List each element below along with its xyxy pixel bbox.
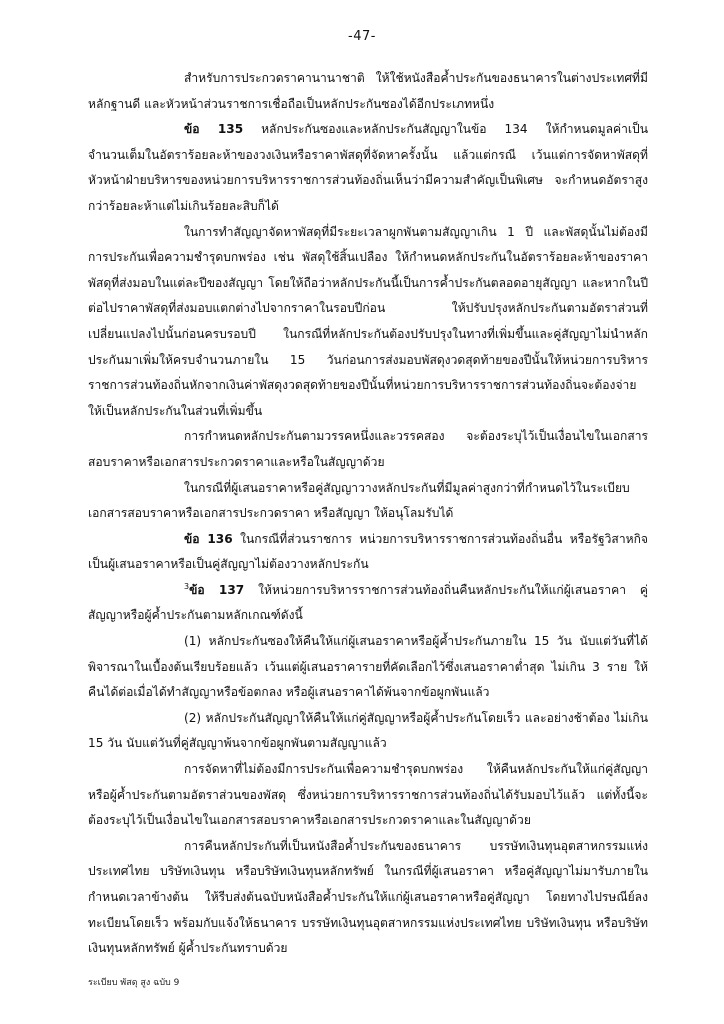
page-footer: ระเบียบ พัสดุ สูง ฉบับ 9 (88, 978, 180, 988)
article-marker: ข้อ 136 (184, 531, 233, 546)
paragraph: การคืนหลักประกันที่เป็นหนังสือค้ำประกันของธนาคาร บรรษัทเงินทุนอุตสาหกรรมแห่งประเทศไทย บริษัทเงินทุน หรือบริษัทเงินทุนหลักทรัพย์ ในกรณีที่ผู้เสนอราคา หรือคู่สัญญาไม่มารับภายในกำหนดเวลาข้างต้น ให้รีบส่งต้นฉบับหนังสือค้ำประกันให้แก่ผู้เสนอราคาหรือคู่สัญญา โดยทางไปรษณีย์ลงทะเบียนโดยเร็ว พร้อมกับแจ้งให้ธนาคาร บรรษัทเงินทุนอุตสาหกรรมแห่งประเทศไทย บริษัทเงินทุน หรือบริษัทเงินทุนหลักทรัพย์ ผู้ค้ำประกันทราบด้วย (88, 838, 648, 956)
paragraph-article-137: $^3$ข้อ 137 ให้หน่วยการบริหารราชการส่วนท้องถิ่นคืนหลักประกันให้แก่ผู้เสนอราคา คู่สัญญาหรือผู้ค้ำประกันตามหลักเกณฑ์ดังนี้ (88, 581, 648, 623)
paragraph: การจัดหาที่ไม่ต้องมีการประกันเพื่อความชำรุดบกพร่อง ให้คืนหลักประกันให้แก่คู่สัญญาหรือผู้ค้ำประกันตามอัตราส่วนของพัสดุ ซึ่งหน่วยการบริหารราชการส่วนท้องถิ่นได้รับมอบไว้แล้ว แต่ทั้งนี้จะต้องระบุไว้เป็นเงื่อนไขในเอกสารสอบราคาหรือเอกสารประกวดราคาและในสัญญาด้วย (88, 762, 648, 828)
paragraph: (1) หลักประกันซองให้คืนให้แก่ผู้เสนอราคาหรือผู้ค้ำประกันภายใน 15 วัน นับแต่วันที่ได้พิจารณาในเบื้องต้นเรียบร้อยแล้ว เว้นแต่ผู้เสนอราคารายที่คัดเลือกไว้ซึ่งเสนอราคาต่ำสุด ไม่เกิน 3 ราย ให้คืนได้ต่อเมื่อได้ทำสัญญาหรือข้อตกลง หรือผู้เสนอราคาได้พ้นจากข้อผูกพันแล้ว (88, 634, 648, 700)
paragraph: สำหรับการประกวดราคานานาชาติ ให้ใช้หนังสือค้ำประกันของธนาคารในต่างประเทศที่มีหลักฐานดี และหัวหน้าส่วนราชการเชื่อถือเป็นหลักประกันซองได้อีกประเภทหนึ่ง (88, 71, 648, 111)
paragraph: ในการทำสัญญาจัดหาพัสดุที่มีระยะเวลาผูกพันตามสัญญาเกิน 1 ปี และพัสดุนั้นไม่ต้องมีการประกันเพื่อความชำรุดบกพร่อง เช่น พัสดุใช้สิ้นเปลือง ให้กำหนดหลักประกันในอัตราร้อยละห้าของราคาพัสดุที่ส่งมอบในแต่ละปีของสัญญา โดยให้ถือว่าหลักประกันนี้เป็นการค้ำประกันตลอดอายุสัญญา และหากในปีต่อไปราคาพัสดุที่ส่งมอบแตกต่างไปจากราคาในรอบปีก่อน ให้ปรับปรุงหลักประกันตามอัตราส่วนที่เปลี่ยนแปลงไปนั้นก่อนครบรอบปี ในกรณีที่หลักประกันต้องปรับปรุงในทางที่เพิ่มขึ้นและคู่สัญญาไม่นำหลักประกันมาเพิ่มให้ครบจำนวนภายใน 15 วันก่อนการส่งมอบพัสดุงวดสุดท้ายของปีนั้นให้หน่วยการบริหารราชการส่วนท้องถิ่นหักจากเงินค่าพัสดุงวดสุดท้ายของปีนั้นที่หน่วยการบริหารราชการส่วนท้องถิ่นจะต้องจ่ายให้เป็นหลักประกันในส่วนที่เพิ่มขึ้น (88, 224, 648, 418)
paragraph-article-136: ข้อ 136 ในกรณีที่ส่วนราชการ หน่วยการบริหารราชการส่วนท้องถิ่นอื่น หรือรัฐวิสาหกิจเป็นผู้เสนอราคาหรือเป็นคู่สัญญาไม่ต้องวางหลักประกัน (88, 531, 648, 572)
article-marker: ข้อ 137 (189, 582, 245, 597)
page-number: -47- (348, 29, 376, 44)
paragraph: ในกรณีที่ผู้เสนอราคาหรือคู่สัญญาวางหลักประกันที่มีมูลค่าสูงกว่าที่กำหนดไว้ในระเบียบเอกสารสอบราคาหรือเอกสารประกวดราคา หรือสัญญา ให้อนุโลมรับได้ (88, 480, 630, 521)
document-body (88, 66, 648, 962)
paragraph: (2) หลักประกันสัญญาให้คืนให้แก่คู่สัญญาหรือผู้ค้ำประกันโดยเร็ว และอย่างช้าต้อง ไม่เกิน 15 วัน นับแต่วันที่คู่สัญญาพ้นจากข้อผูกพันตามสัญญาแล้ว (88, 710, 648, 751)
article-marker: ข้อ 135 (184, 122, 244, 137)
footnote-reference: 3 (184, 581, 190, 591)
paragraph-article-135: ข้อ 135 หลักประกันซองและหลักประกันสัญญาในข้อ 134 ให้กำหนดมูลค่าเป็นจำนวนเต็มในอัตราร้อยละห้าของวงเงินหรือราคาพัสดุที่จัดหาครั้งนั้น แล้วแต่กรณี เว้นแต่การจัดหาพัสดุที่หัวหน้าฝ่ายบริหารของหน่วยการบริหารราชการส่วนท้องถิ่นเห็นว่ามีความสำคัญเป็นพิเศษ จะกำหนดอัตราสูงกว่าร้อยละห้าแต่ไม่เกินร้อยละสิบก็ได้ (88, 122, 648, 213)
paragraph: การกำหนดหลักประกันตามวรรคหนึ่งและวรรคสอง จะต้องระบุไว้เป็นเงื่อนไขในเอกสารสอบราคาหรือเอกสารประกวดราคาและหรือในสัญญาด้วย (88, 429, 648, 469)
